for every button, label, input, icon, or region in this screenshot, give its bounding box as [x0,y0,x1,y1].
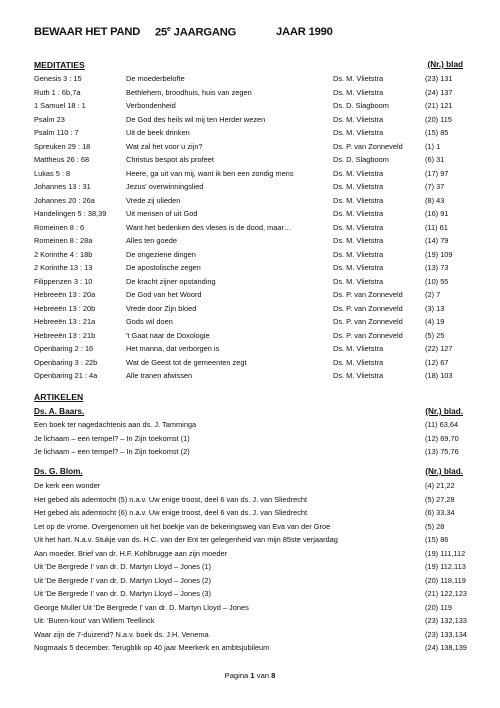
meditation-title: Gods wil doen [126,317,173,326]
scripture-reference: Hebreeën 13 : 21a [34,317,96,326]
meditaties-heading: MEDITATIES [34,60,85,70]
author-blom-heading: Ds. G. Blom. [34,467,83,476]
issue-page-number: (13) 73 [425,263,449,272]
issue-page-number: (19) 111,112 [425,548,466,558]
meditatie-row [0,126,500,139]
meditation-author: Ds. M. Vlietstra [333,195,384,205]
meditation-author: Ds. P. van Zonneveld [333,303,403,313]
article-row [0,587,500,600]
meditation-author: Ds. P. van Zonneveld [333,141,403,151]
meditation-title: De kracht zijner opstanding [126,276,216,286]
jaargang-number: 25 [155,26,168,39]
article-row [0,445,500,458]
issue-page-number: (19) 109 [425,249,453,259]
meditation-title: De God van het Woord [126,290,202,299]
current-page-number: 1 [250,671,255,680]
meditation-title: Wat de Geest tot de gemeenten zegt [126,357,247,367]
meditation-author: Ds. M. Vlietstra [333,236,384,245]
scripture-reference: Openbaring 2 : 16 [34,344,94,353]
meditation-author: Ds. M. Vlietstra [333,357,384,367]
meditatie-row [0,167,500,180]
article-title: Het gebed als ademtocht (6) n.a.v. Uw enige troost, deel 6 van ds. J. van Sliedrecht [34,508,308,517]
meditatie-row [0,261,500,274]
meditation-author: Ds. M. Vlietstra [333,87,384,97]
issue-page-number: (12) 67 [425,357,449,367]
article-row [0,574,500,587]
article-title: Het gebed als ademtocht (5) n.a.v. Uw enige troost, deel 6 van ds. J. van Sliedrecht [34,494,308,504]
issue-page-number: (21) 122,123 [425,589,467,598]
scripture-reference: Romeinen 8 : 6 [34,222,85,232]
meditation-title: Jezus' overwinningslied [126,182,204,191]
year-label: JAAR 1990 [276,26,333,38]
scripture-reference: Openbaring 3 : 22b [34,357,98,367]
meditation-title: Wat zal het voor u zijn? [126,141,203,151]
article-title: De kerk een wonder [34,481,101,490]
article-title: Uit het hart. N.a.v. Stukje van ds. H.C. van der Ent ter gelegenheid van mijn 85ste verjaardag [34,535,338,544]
meditaties-column-label: (Nr.) blad [427,60,463,69]
meditatie-row [0,369,500,382]
scripture-reference: 2 Korinthe 13 : 13 [34,263,93,272]
issue-page-number: (6) 31 [425,155,445,164]
issue-page-number: (20) 118,119 [425,575,466,585]
meditation-author: Ds. P. van Zonneveld [333,317,403,326]
issue-page-number: (13) 75,76 [425,447,459,456]
scripture-reference: Hebreeën 13 : 21b [34,330,96,340]
meditation-title: Want het bedenken des vleses is de dood, maar… [126,222,292,232]
article-title: Uit: 'Buren-kout' van Willem Teellinck [34,616,155,625]
meditatie-row [0,140,500,153]
scripture-reference: Johannes 20 : 26a [34,195,95,205]
article-title: Uit 'De Bergrede I' van dr. D. Martyn Lloyd – Jones (1) [34,562,211,571]
meditation-title: De moederbelofte [126,74,185,83]
meditation-title: Verbondenheid [126,101,176,110]
issue-page-number: (7) 37 [425,182,445,191]
article-title: Nogmaals 5 december. Terugblik op 40 jaar Meerkerk en ambtsjubileum [34,643,270,652]
issue-page-number: (20) 115 [425,114,452,124]
article-title: Waar zijn de 7-duizend? N.a.v. boek ds. J.H. Venema [34,629,209,639]
meditatie-row [0,275,500,288]
total-pages: 8 [271,671,276,680]
scripture-reference: Ruth 1 : 6b,7a [34,87,81,97]
issue-page-number: (5) 27,28 [425,494,455,504]
meditation-author: Ds. M. Vlietstra [333,209,384,218]
scripture-reference: Filippenzen 3 : 10 [34,276,93,286]
meditation-author: Ds. M. Vlietstra [333,249,384,259]
page-footer [0,671,500,680]
issue-page-number: (16) 91 [425,209,449,218]
article-title: George Muller Uit 'De Bergrede I' van dr. D. Martyn Lloyd – Jones [34,602,249,612]
scripture-reference: Spreuken 29 : 18 [34,141,91,151]
issue-page-number: (23) 133,134 [425,629,467,639]
issue-page-number: (24) 138,139 [425,643,467,652]
issue-page-number: (24) 137 [425,87,453,97]
scripture-reference: Psalm 110 : 7 [34,128,79,137]
meditation-author: Ds. P. van Zonneveld [333,290,403,299]
meditatie-row [0,329,500,342]
article-title: Je lichaam – een tempel? – In Zijn toekomst (2) [34,447,190,456]
footer-middle: van [256,671,270,680]
meditation-title: Vrede door Zijn bloed [126,303,197,313]
meditation-author: Ds. M. Vlietstra [333,276,384,286]
issue-page-number: (4) 21,22 [425,481,455,490]
scripture-reference: 1 Samuel 18 : 1 [34,101,86,110]
meditation-author: Ds. M. Vlietstra [333,344,384,353]
issue-page-number: (22) 127 [425,344,453,353]
article-row [0,506,500,519]
blom-column-label: (Nr.) blad. [425,467,463,476]
article-row [0,601,500,614]
issue-page-number: (4) 19 [425,317,445,326]
meditatie-row [0,356,500,369]
issue-page-number: (12) 69,70 [425,433,459,443]
meditation-author: Ds. M. Vlietstra [333,222,384,232]
scripture-reference: Johannes 13 : 31 [34,182,91,191]
meditatie-row [0,113,500,126]
jaargang-word: JAARGANG [173,26,237,39]
issue-page-number: (1) 1 [425,141,441,151]
article-row [0,533,500,546]
meditatie-row [0,72,500,85]
issue-page-number: (11) 61 [425,222,448,232]
meditation-title: Vrede zij ulieden [126,195,181,205]
issue-page-number: (15) 86 [425,535,449,544]
scripture-reference: Mattheus 26 : 68 [34,155,90,164]
meditatie-row [0,194,500,207]
issue-page-number: (3) 13 [425,303,445,313]
scripture-reference: Hebreeën 13 : 20b [34,303,96,313]
meditatie-row [0,302,500,315]
scripture-reference: Psalm 23 [34,114,65,124]
issue-page-number: (19) 112,113 [425,562,466,571]
meditation-title: Het manna, dat verborgen is [126,344,220,353]
scripture-reference: Romeinen 8 : 28a [34,236,93,245]
meditation-author: Ds. M. Vlietstra [333,182,384,191]
scripture-reference: 2 Korinthe 4 : 18b [34,249,93,259]
meditation-title: Bethlehem, broodhuis, huis van zegen [126,87,252,97]
meditation-title: Heere, ga uit van mij, want ik ben een zondig mens [126,168,294,178]
meditatie-row [0,221,500,234]
jaargang-suffix: e [167,26,171,33]
meditation-author: Ds. D. Slagboom [333,101,389,110]
meditatie-row [0,180,500,193]
meditation-author: Ds. P. van Zonneveld [333,330,403,340]
meditatie-row [0,153,500,166]
meditation-title: Christus bespot als profeet [126,155,214,164]
issue-page-number: (18) 103 [425,371,453,380]
scripture-reference: Genesis 3 : 15 [34,74,82,83]
article-title: Aan moeder. Brief van dr. H.F. Kohlbrugge aan zijn moeder [34,548,228,558]
meditatie-row [0,288,500,301]
meditation-author: Ds. M. Vlietstra [333,128,384,137]
jaargang-label [155,26,236,39]
issue-page-number: (11) 63,64 [425,420,459,429]
issue-page-number: (15) 85 [425,128,449,137]
meditation-title: Uit mensen of uit God [126,209,198,218]
footer-prefix: Pagina [224,671,249,680]
issue-page-number: (10) 55 [425,276,449,286]
scripture-reference: Hebreeën 13 : 20a [34,290,96,299]
issue-page-number: (6) 33,34 [425,508,455,517]
meditation-author: Ds. D. Slagboom [333,155,389,164]
issue-page-number: (5) 28 [425,521,445,531]
article-row [0,520,500,533]
article-title: Uit 'De Bergrede I' van dr. D. Martyn Lloyd – Jones (2) [34,575,211,585]
issue-page-number: (8) 43 [425,195,445,205]
meditation-author: Ds. M. Vlietstra [333,371,384,380]
meditatie-row [0,86,500,99]
issue-page-number: (23) 131 [425,74,453,83]
baars-column-label: (Nr.) blad. [425,407,463,416]
meditation-title: De God des heils wil mij ten Herder wezen [126,114,266,124]
meditatie-row [0,207,500,220]
issue-page-number: (21) 121 [425,101,453,110]
meditatie-row [0,234,500,247]
issue-page-number: (2) 7 [425,290,441,299]
issue-page-number: (20) 119 [425,602,452,612]
issue-page-number: (23) 132,133 [425,616,467,625]
issue-page-number: (17) 97 [425,168,449,178]
meditation-title: Alles ten goede [126,236,177,245]
article-row [0,479,500,492]
meditatie-row [0,342,500,355]
artikelen-heading: ARTIKELEN [34,392,84,402]
meditation-title: De apostolische zegen [126,263,201,272]
issue-page-number: (14) 79 [425,236,449,245]
meditation-author: Ds. M. Vlietstra [333,263,384,272]
article-row [0,432,500,445]
author-baars-heading: Ds. A. Baars. [34,407,85,416]
article-title: Uit 'De Bergrede I' van dr. D. Martyn Lloyd – Jones (3) [34,589,211,598]
meditatie-row [0,99,500,112]
meditation-author: Ds. M. Vlietstra [333,114,384,124]
meditation-title: Alle tranen afwissen [126,371,193,380]
article-row [0,493,500,506]
meditation-title: De ongeziene dingen [126,249,196,259]
scripture-reference: Openbaring 21 : 4a [34,371,98,380]
scripture-reference: Lukas 5 : 8 [34,168,71,178]
meditation-author: Ds. M. Vlietstra [333,168,384,178]
issue-page-number: (5) 25 [425,330,445,340]
meditation-title: Uit de beek drinken [126,128,190,137]
article-row [0,614,500,627]
publication-title: BEWAAR HET PAND [34,26,141,38]
article-row [0,547,500,560]
article-row [0,628,500,641]
meditation-author: Ds. M. Vlietstra [333,74,384,83]
article-row [0,641,500,654]
scripture-reference: Handelingen 5 : 38,39 [34,209,107,218]
article-title: Let op de vrome. Overgenomen uit het boekje van de bekeringsweg van Eva van der Groe [34,521,331,531]
article-title: Een boek ter nagedachtenis aan ds. J. Tamminga [34,420,197,429]
article-title: Je lichaam – een tempel? – In Zijn toekomst (1) [34,433,190,443]
meditatie-row [0,248,500,261]
article-row [0,560,500,573]
meditation-title: 't Gaat naar de Doxologie [126,330,210,340]
meditatie-row [0,315,500,328]
article-row [0,418,500,431]
